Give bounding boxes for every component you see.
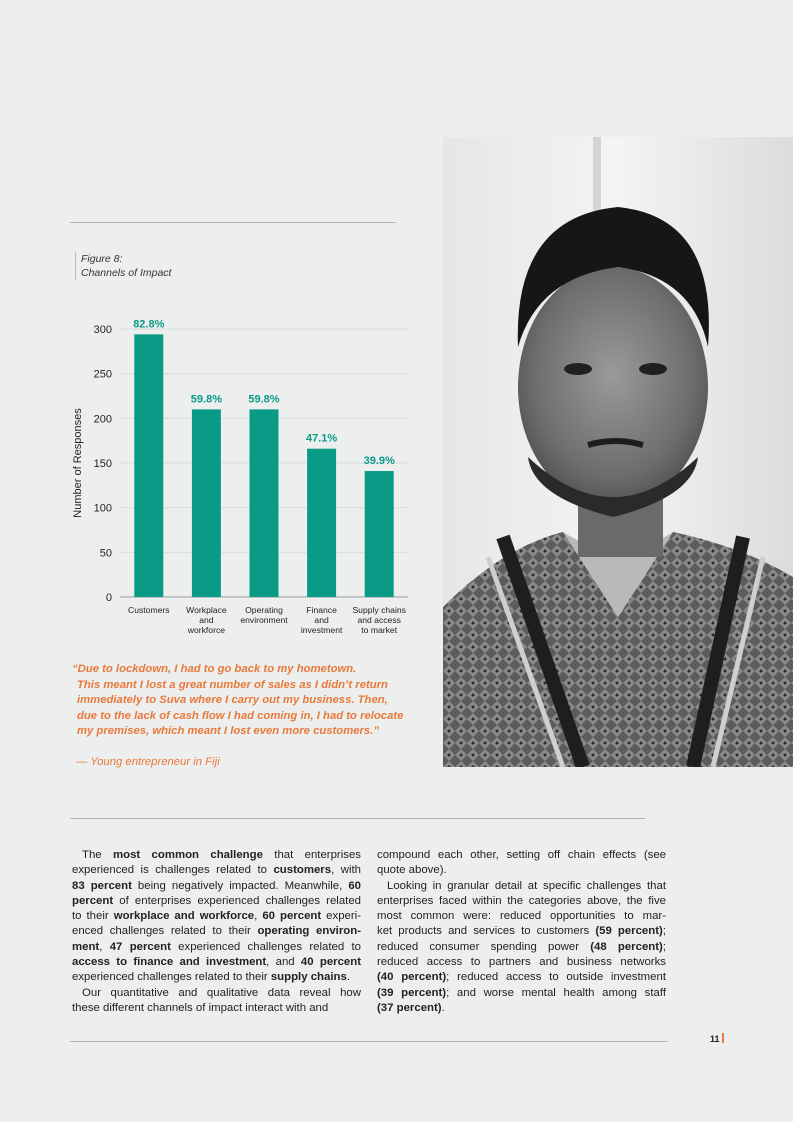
body-text: ;: [662, 925, 666, 938]
body-text: ket products and services to customers: [377, 925, 596, 938]
x-tick-label: and: [314, 615, 329, 625]
body-line: [72, 894, 361, 909]
body-column-right: [377, 848, 666, 1016]
bold-text: percent: [72, 894, 114, 907]
body-line: [377, 986, 666, 1001]
data-label: 59.8%: [248, 393, 280, 406]
bold-text: operating environ-: [257, 925, 361, 938]
body-text: reduced access to partners and business networks: [377, 956, 666, 969]
body-text: compound each other, setting off chain effects (see: [377, 849, 666, 861]
body-line: [72, 848, 361, 863]
data-label: 39.9%: [363, 455, 395, 468]
y-tick-label: 0: [105, 592, 112, 604]
portrait-photo: [443, 137, 793, 767]
body-line: [72, 879, 361, 894]
bar-chart: [60, 305, 420, 645]
x-tick-label: Workplace: [186, 605, 227, 615]
x-tick-label: Supply chains: [352, 605, 406, 615]
body-line: [72, 924, 361, 939]
body-text: being negatively impacted. Meanwhile,: [131, 879, 349, 892]
bold-text: (48 percent): [590, 940, 663, 953]
x-tick-label: Customers: [128, 605, 170, 615]
body-text: most common were: reduced opportunities to mar-: [377, 910, 666, 923]
body-line: [377, 955, 666, 970]
figure-title: Channels of Impact: [81, 267, 172, 279]
quote-attribution: — Young entrepreneur in Fiji: [76, 756, 220, 768]
data-label: 82.8%: [133, 318, 165, 331]
bar: [365, 471, 394, 597]
body-line: [72, 940, 361, 955]
figure-label: Figure 8:: [81, 253, 123, 265]
top-rule: [70, 222, 396, 223]
y-axis-label: Number of Responses: [72, 408, 84, 518]
bar: [134, 334, 163, 597]
body-text: experienced challenges related to: [170, 940, 361, 953]
body-line: [377, 863, 666, 878]
bold-text: (59 percent): [595, 925, 663, 938]
body-text: ,: [254, 910, 263, 923]
bold-text: most common challenge: [112, 849, 263, 861]
bold-text: 60: [348, 879, 361, 892]
bold-text: (40 percent): [377, 971, 447, 984]
x-tick-label: investment: [300, 625, 343, 635]
body-line: [377, 970, 666, 985]
body-text: Looking in granular detail at specific challenges that: [387, 879, 666, 892]
bold-text: 60 percent: [262, 910, 322, 923]
data-label: 47.1%: [305, 432, 338, 445]
pull-quote: [72, 662, 432, 740]
body-line: [377, 848, 666, 863]
bold-text: ment: [72, 940, 100, 953]
x-tick-label: and: [199, 615, 214, 625]
x-tick-label: to market: [361, 625, 398, 635]
body-line: [377, 924, 666, 939]
bold-text: (37 percent): [377, 1001, 442, 1014]
bold-text: customers: [273, 864, 332, 877]
body-text: quote above).: [377, 864, 447, 877]
bold-text: workplace and workforce: [113, 910, 255, 923]
body-text: ;: [662, 940, 666, 953]
quote-line: due to the lack of cash flow I had coming in, I had to relocate: [77, 709, 404, 722]
body-text: enterprises faced within the categories above, the five: [377, 894, 666, 907]
body-text: enced challenges related to their: [72, 925, 258, 938]
bold-text: 47 percent: [109, 940, 171, 953]
bold-text: access to finance and investment: [72, 956, 267, 969]
page-number-accent: [722, 1033, 724, 1043]
y-tick-label: 250: [93, 368, 112, 381]
page-number: [710, 1033, 724, 1044]
body-line: [72, 1001, 361, 1016]
bottom-rule: [70, 1041, 668, 1042]
x-tick-label: workforce: [187, 625, 226, 635]
middle-rule: [70, 818, 645, 819]
body-line: [72, 970, 361, 985]
body-text: ,: [99, 940, 110, 953]
data-label: 59.8%: [190, 393, 223, 406]
x-tick-label: and access: [357, 615, 401, 625]
body-column-left: [72, 848, 361, 1016]
bar: [250, 409, 279, 597]
x-tick-label: Operating: [245, 605, 283, 615]
quote-line: immediately to Suva where I carry out my business. Then,: [77, 694, 388, 707]
body-text: Our quantitative and qualitative data reveal how: [82, 986, 361, 999]
body-line: [377, 940, 666, 955]
body-line: [72, 986, 361, 1001]
page-number-text: 11: [710, 1034, 720, 1044]
y-tick-label: 50: [99, 547, 112, 560]
body-text: .: [441, 1001, 445, 1014]
figure-caption: [75, 252, 171, 280]
body-text: that enterprises: [262, 849, 361, 861]
body-line: [72, 955, 361, 970]
bar: [307, 449, 336, 597]
bold-text: supply chains: [270, 971, 347, 984]
body-text: experienced challenges related to their: [72, 971, 271, 984]
y-tick-label: 150: [93, 458, 112, 470]
y-tick-label: 200: [93, 413, 112, 426]
x-tick-label: environment: [240, 615, 288, 625]
body-text: ; reduced access to outside investment: [446, 971, 666, 984]
body-text: these different channels of impact interact with and: [72, 1001, 329, 1014]
y-tick-label: 300: [93, 324, 112, 336]
y-tick-label: 100: [93, 502, 112, 515]
bold-text: (39 percent): [377, 986, 447, 999]
body-text: , and: [266, 956, 301, 969]
body-text: ; and worse mental health among staff: [446, 986, 666, 999]
body-line: [72, 863, 361, 878]
body-text: .: [346, 971, 350, 984]
quote-line: “Due to lockdown, I had to go back to my hometown.: [72, 663, 357, 675]
quote-line: my premises, which meant I lost even more customers.”: [77, 725, 379, 738]
quote-line: This meant I lost a great number of sales as I didn’t return: [77, 678, 388, 691]
bar: [192, 409, 221, 597]
body-line: [72, 909, 361, 924]
body-text: reduced consumer spending power: [377, 940, 591, 953]
body-text: , with: [331, 864, 361, 877]
body-text: experi-: [321, 910, 362, 923]
body-line: [377, 909, 666, 924]
body-text: of enterprises experienced challenges related: [113, 894, 361, 907]
bold-text: 40 percent: [300, 956, 362, 969]
body-line: [377, 1001, 666, 1016]
body-line: [377, 879, 666, 894]
body-text: to their: [72, 910, 114, 923]
body-line: [377, 894, 666, 909]
x-tick-label: Finance: [306, 605, 337, 615]
body-text: The: [82, 849, 113, 861]
bold-text: 83 percent: [72, 879, 132, 892]
body-text: experienced is challenges related to: [72, 864, 274, 877]
